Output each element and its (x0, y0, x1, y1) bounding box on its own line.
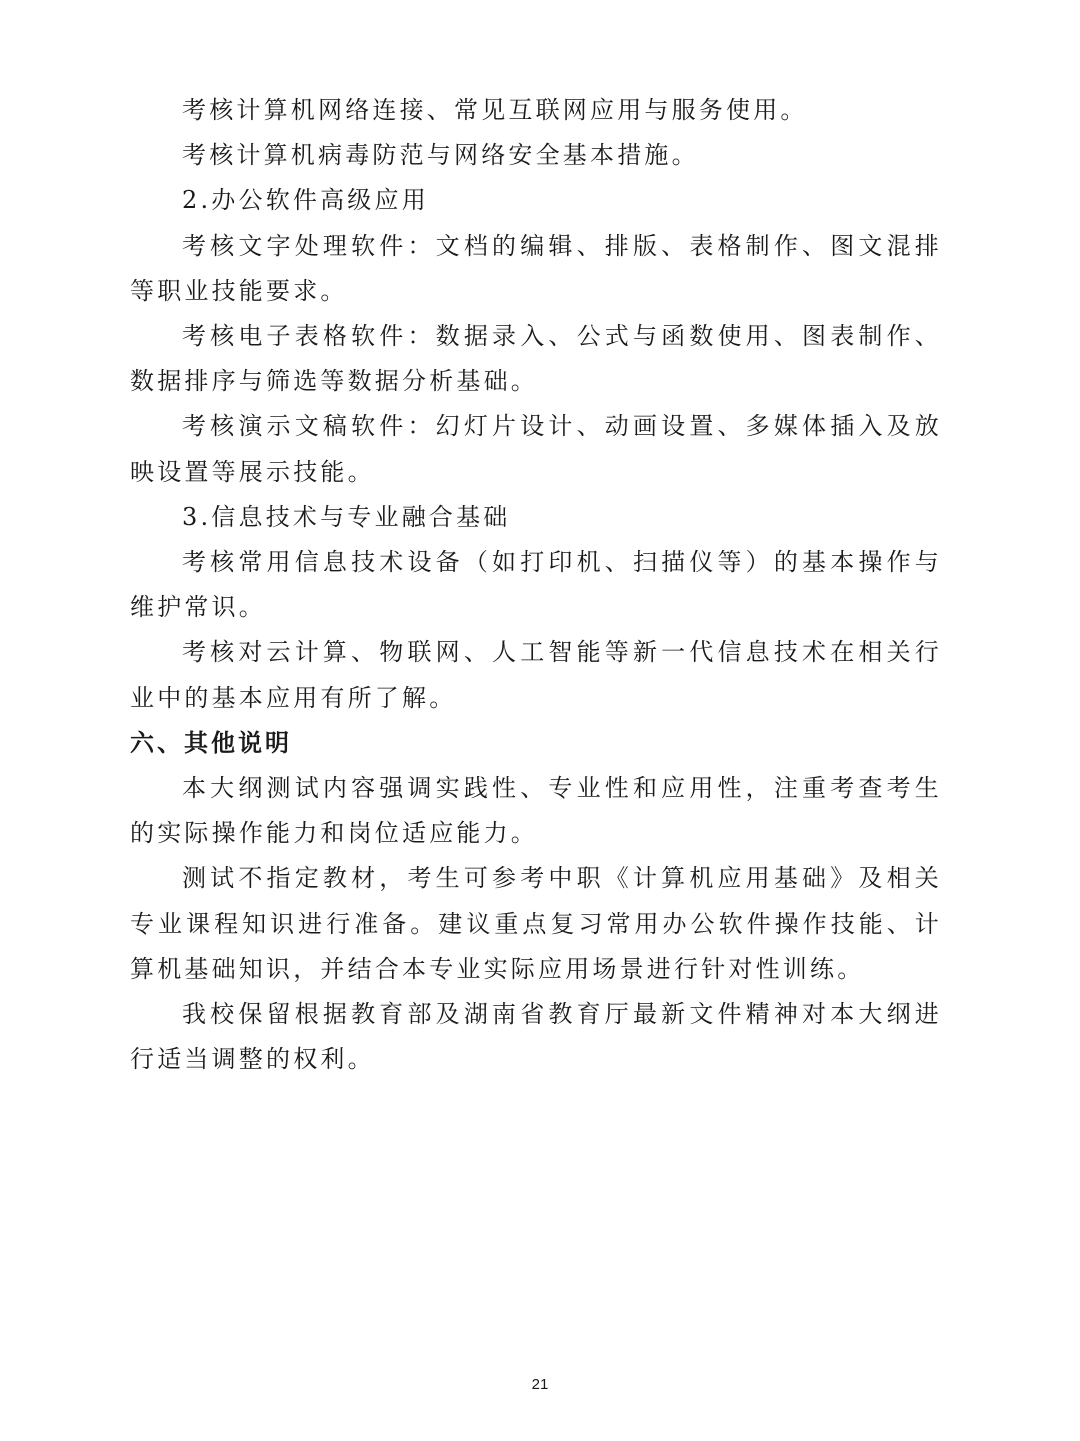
paragraph: 考核演示文稿软件：幻灯片设计、动画设置、多媒体插入及放映设置等展示技能。 (130, 412, 942, 486)
paragraph: 我校保留根据教育部及湖南省教育厅最新文件精神对本大纲进行适当调整的权利。 (130, 1000, 942, 1074)
paragraph: 考核计算机病毒防范与网络安全基本措施。 (182, 141, 699, 170)
paragraph: 测试不指定教材，考生可参考中职《计算机应用基础》及相关专业课程知识进行准备。建议重点复习常用办公软件操作技能、计算机基础知识，并结合本专业实际应用场景进行针对性训练。 (130, 864, 942, 983)
paragraph: 考核文字处理软件：文档的编辑、排版、表格制作、图文混排等职业技能要求。 (130, 231, 942, 305)
page-number: 21 (531, 1376, 549, 1393)
subsection-title: 2.办公软件高级应用 (182, 186, 429, 215)
paragraph: 考核电子表格软件：数据录入、公式与函数使用、图表制作、数据排序与筛选等数据分析基础。 (130, 322, 942, 396)
document-body (130, 88, 942, 1082)
paragraph: 本大纲测试内容强调实践性、专业性和应用性，注重考查考生的实际操作能力和岗位适应能力。 (130, 774, 942, 848)
paragraph: 考核常用信息技术设备（如打印机、扫描仪等）的基本操作与维护常识。 (130, 548, 942, 622)
paragraph: 考核对云计算、物联网、人工智能等新一代信息技术在相关行业中的基本应用有所了解。 (130, 638, 942, 712)
paragraph: 考核计算机网络连接、常见互联网应用与服务使用。 (182, 96, 808, 124)
section-heading: 六、其他说明 (130, 728, 292, 757)
subsection-title: 3.信息技术与专业融合基础 (182, 502, 511, 531)
